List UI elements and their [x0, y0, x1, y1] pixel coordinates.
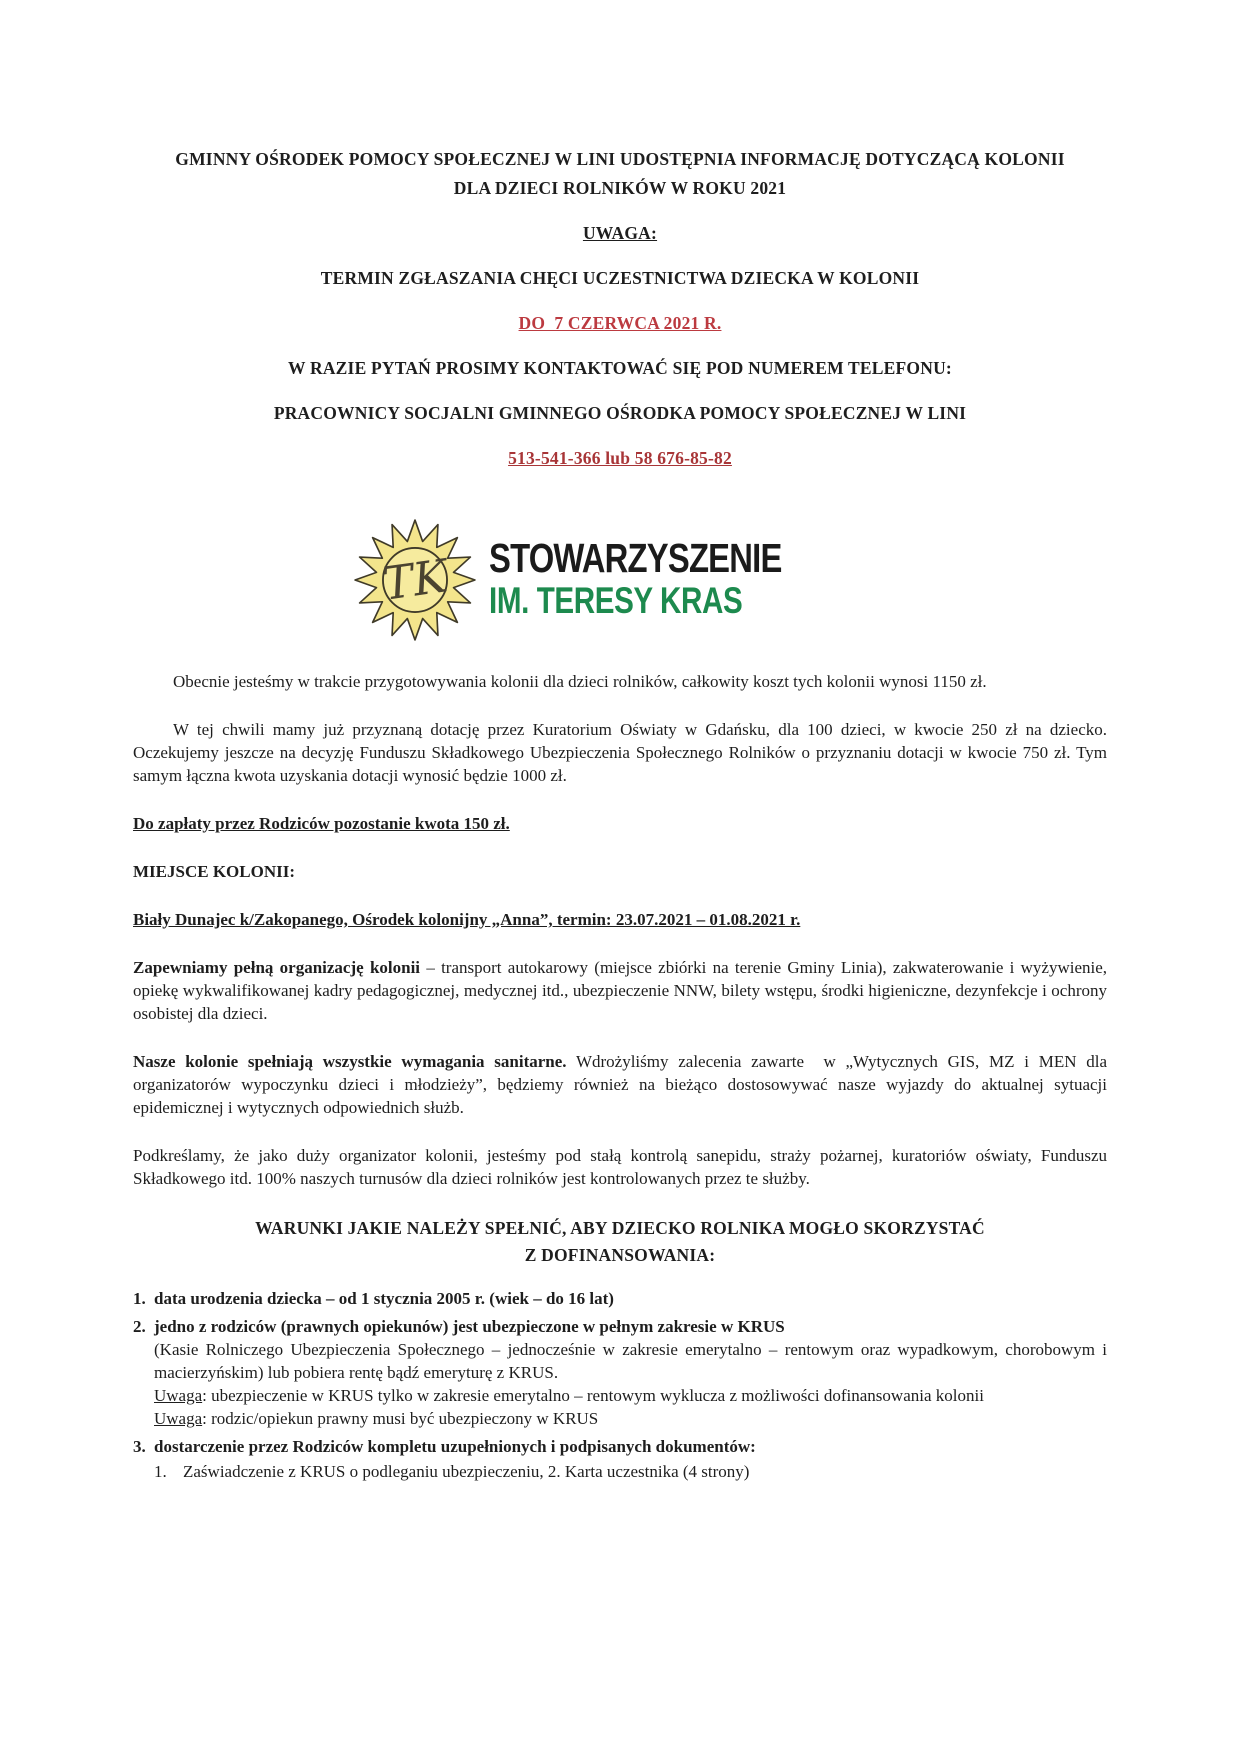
termin-heading: TERMIN ZGŁASZANIA CHĘCI UCZESTNICTWA DZIECKA W KOLONII	[320, 268, 920, 288]
title-line-1: GMINNY OŚRODEK POMOCY SPOŁECZNEJ W LINI UDOSTĘPNIA INFORMACJĘ DOTYCZĄCĄ KOLONII	[175, 149, 1065, 169]
paragraph-sanitary	[133, 1050, 1112, 1119]
logo-name-line2: IM. TERESY KRAS	[489, 580, 743, 622]
condition-item-2	[133, 1315, 1107, 1430]
phone-numbers: 513-541-366 lub 58 676-85-82	[508, 448, 732, 468]
condition-3-content	[154, 1435, 1107, 1483]
condition-3-sub-number: 1.	[154, 1462, 167, 1481]
logo-name-line1: STOWARZYSZENIE	[489, 535, 782, 582]
sun-tk-logo-icon	[353, 518, 477, 642]
location-details: Biały Dunajec k/Zakopanego, Ośrodek kolonijny „Anna”, termin: 23.07.2021 – 01.08.2021 r.	[133, 910, 801, 929]
condition-item-3	[133, 1435, 1107, 1483]
deadline-text: DO 7 CZERWCA 2021 R.	[518, 313, 722, 333]
condition-3-number: 3.	[133, 1437, 146, 1456]
location-label: MIEJSCE KOLONII:	[133, 862, 295, 881]
association-logo	[117, 518, 1091, 642]
condition-2-body: (Kasie Rolniczego Ubezpieczenia Społecznego – jednocześnie w zakresie emerytalno – rentowym oraz wypadkowym, chorobowym i macierzyńskim) lub pobiera rentę bądź emeryturę z KRUS.	[154, 1340, 1107, 1382]
condition-1-content: data urodzenia dziecka – od 1 stycznia 2005 r. (wiek – do 16 lat)	[154, 1289, 614, 1308]
title-line-2: DLA DZIECI ROLNIKÓW W ROKU 2021	[453, 178, 787, 198]
condition-2-number: 2.	[133, 1317, 146, 1336]
paragraph-parent-payment	[133, 812, 1107, 835]
logo-wordmark	[489, 535, 782, 622]
sanitary-lead: Nasze kolonie spełniają wszystkie wymagania sanitarne.	[133, 1052, 567, 1071]
condition-3-subitem	[154, 1460, 1107, 1483]
paragraph-offer	[133, 956, 1112, 1025]
conditions-heading: WARUNKI JAKIE NALEŻY SPEŁNIĆ, ABY DZIECKO ROLNIKA MOGŁO SKORZYSTAĆ Z DOFINANSOWANIA:	[255, 1218, 985, 1265]
parent-payment-text: Do zapłaty przez Rodziców pozostanie kwota 150 zł.	[133, 814, 510, 833]
phone-heading	[133, 444, 1107, 473]
document-title	[133, 145, 1107, 203]
deadline-heading	[133, 309, 1107, 338]
uwaga-heading	[133, 219, 1107, 248]
condition-1-number: 1.	[133, 1289, 146, 1308]
condition-2-note-1: Uwaga: ubezpieczenie w KRUS tylko w zakresie emerytalno – rentowym wyklucza z możliwości dofinansowania kolonii	[154, 1386, 984, 1405]
staff-heading: PRACOWNICY SOCJALNI GMINNEGO OŚRODKA POMOCY SPOŁECZNEJ W LINI	[273, 403, 967, 423]
condition-2-content	[154, 1315, 1107, 1430]
paragraph-intro-cost: Obecnie jesteśmy w trakcie przygotowywania kolonii dla dzieci rolników, całkowity koszt tych kolonii wynosi 1150 zł.	[173, 672, 987, 691]
condition-item-1	[133, 1287, 1107, 1310]
paragraph-grants: W tej chwili mamy już przyznaną dotację przez Kuratorium Oświaty w Gdańsku, dla 100 dzieci, w kwocie 250 zł na dziecko. Oczekujemy jeszcze na decyzję Funduszu Składkowego Ubezpieczenia Społecznego Rolników o przyznaniu dotacji w kwocie 750 zł. Tym samym łączna kwota uzyskania dotacji wynosić będzie 1000 zł.	[133, 720, 1107, 785]
sanitary-rest: Wdrożyliśmy zalecenia zawarte w „Wytycznych GIS, MZ i MEN dla organizatorów wypoczynku dzieci i młodzieży”, będziemy również na bieżąco dostosowywać nasze wyjazdy do aktualnej sytuacji epidemicznej i wytycznych odpowiednich służb.	[133, 1052, 1112, 1117]
condition-2-bold: jedno z rodziców (prawnych opiekunów) jest ubezpieczone w pełnym zakresie w KRUS	[154, 1317, 785, 1336]
conditions-list	[133, 1287, 1107, 1483]
condition-3-sub-text: Zaświadczenie z KRUS o podleganiu ubezpieczeniu, 2. Karta uczestnika (4 strony)	[183, 1462, 750, 1481]
logo-monogram: TK	[379, 549, 451, 611]
uwaga-text: UWAGA:	[582, 223, 658, 243]
paragraph-control: Podkreślamy, że jako duży organizator kolonii, jesteśmy pod stałą kontrolą sanepidu, straży pożarnej, kuratoriów oświaty, Funduszu Składkowego itd. 100% naszych turnusów dla dzieci rolników jest kontrolowanych przez te służby.	[133, 1146, 1107, 1188]
condition-3-bold: dostarczenie przez Rodziców kompletu uzupełnionych i podpisanych dokumentów:	[154, 1437, 756, 1456]
questions-heading: W RAZIE PYTAŃ PROSIMY KONTAKTOWAĆ SIĘ POD NUMEREM TELEFONU:	[288, 358, 952, 378]
offer-rest: – transport autokarowy (miejsce zbiórki na terenie Gminy Linia), zakwaterowanie i wyżywienie, opiekę wykwalifikowanej kadry pedagogicznej, medycznej itd., ubezpieczenie NNW, bilety wstępu, środki higieniczne, dezynfekcje i ochrony osobistej dla dzieci.	[133, 958, 1112, 1023]
offer-lead: Zapewniamy pełną organizację kolonii	[133, 958, 421, 977]
condition-2-note-2: Uwaga: rodzic/opiekun prawny musi być ubezpieczony w KRUS	[154, 1409, 599, 1428]
